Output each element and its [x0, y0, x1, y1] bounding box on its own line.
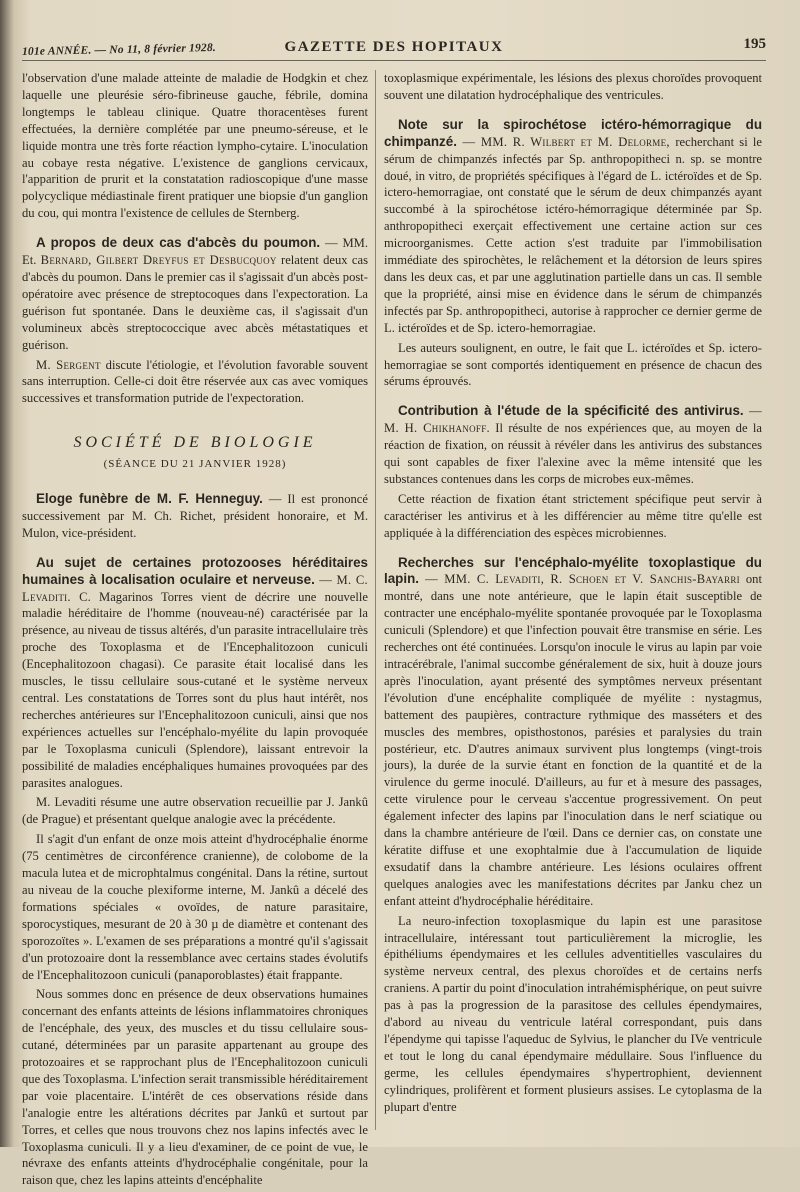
abces-body: relatent deux cas d'abcès du poumon. Dans le premier cas il s'agissait d'un abcès post-opératoire avec présence de streptocoques dans l'expectoration. La guérison fut spontanée. Dans le deuxième cas, il s'agissait d'un volumineux abcès streptococcique avec abcès métastatiques et guérison.: [22, 253, 368, 352]
eloge-title: Eloge funèbre de M. F. Henneguy.: [36, 491, 263, 507]
spirochetose-article: [384, 117, 762, 337]
observations-paragraph: Nous sommes donc en présence de deux observations humaines concernant des enfants atteints de lésions inflammatoires chroniques de l'encéphale, des yeux, des muscles et du tissu cellulaire sous-cutané, déterminées par un parasite appartenant au groupe des protozoaires et se rapprochant plus de l'Encephalitozoon cuniculi que des Toxoplasma. L'infection serait transmissible héréditairement par voie placentaire. L'intérêt de ces observations réside dans l'analogie entre les altérations décrites par Jankû et surtout par Torres, et celles que nous trouvons chez nos lapins infectés avec le Toxoplasma cuniculi. Il y a lieu d'examiner, de ce point de vue, le névraxe des enfants atteints d'hydrocéphalie congénitale, pour la raison que, chez les lapins atteints d'encéphalite: [22, 987, 368, 1188]
neuro-infection-paragraph: La neuro-infection toxoplasmique du lapin est une parasitose intracellulaire, intéressant tout particulièrement la microglie, les épithéliums épendymaires et les cellules adventitielles vasculaires du système nerveux central, des plexus choroïdes et de certains nerfs craniens. A partir du point d'inoculation intrahémisphérique, on peut suivre pas à pas la progression de la parasitose des cellules épendymaires, d'abord au niveau du ventricule latéral correspondant, puis dans l'épendyme qui tapisse l'aqueduc de Sylvius, le plancher du IVe ventricule et tout le long du canal épendymaire médullaire. Sous l'influence du germe, les cellules épendymaires s'hypertrophient, deviennent cylindriques, prolifèrent et forment plusieurs assises. Le cytoplasma de la plupart d'entre: [384, 913, 762, 1114]
sergent-paragraph: M. Sergent discute l'étiologie, et l'évolution favorable souvent sans interruption. Celle-ci doit être réservée aux cas avec vomiques successives et transformation putride de l'expectoration.: [22, 357, 368, 406]
eloge-article: Eloge funèbre de M. F. Henneguy. — Il est prononcé successivement par M. Ch. Richet, président honoraire, et M. Mulon, vice-président.: [22, 491, 368, 540]
enfant-paragraph: Il s'agit d'un enfant de onze mois atteint d'hydrocéphalie énorme (75 centimètres de circonférence cranienne), de colobome de la macula lutea et de microphtalmus congénital. Dans la rétine, surtout au niveau de la couche plexiforme interne, M. Jankû a décelé des formations spéciales « ovoïdes, de nature parasitaire, sporocystiques, mesurant de 20 à 30 µ de diamètre et contenant des sporozoïtes ». L'examen de ses préparations a montré qu'il s'agissait d'un protozoaire dont la ressemblance avec certains stades évolutifs de l'Encephalitozoon cuniculi (panaporoblastes) était frappante.: [22, 832, 368, 982]
page-number: 195: [743, 36, 766, 52]
column-divider: [375, 70, 376, 1130]
encephalo-myelite-title: Recherches sur l'encéphalo-myélite toxoplastique du lapin.: [384, 554, 762, 587]
protozooses-title: Au sujet de certaines protozooses héréditaires humaines à localisation oculaire et nerveuse.: [22, 554, 368, 587]
antivirus-title: Contribution à l'étude de la spécificité des antivirus.: [398, 403, 744, 419]
encephalo-myelite-body: ont montré, dans une note antérieure, que le lapin était susceptible de contracter une encéphalo-myélite spontanée provoquée par le Toxoplasma cuniculi (Splendore) et que l'infection pouvait être transmise en série. Les recherches ont été continuées. Lorsqu'on inocule le virus au lapin par voie intracérébrale, l'animal succombe généralement de six, huit à douze jours après l'inoculation, ayant présenté des symptômes nerveux présentant l'évolution d'une encéphalite compliquée de myélite : nystagmus, battement des paupières, contracture rythmique des masséters et des muscles des membres, opisthostonos, parésies et paralysies du train postérieur, etc. D'autres animaux survivent plus longtemps (vingt-trois jours), la durée de la survie étant en fonction de la quantité et de la virulence du germe inoculé. D'ailleurs, au fur et à mesure des passages, cette virulence pour le cerveau s'accentue progressivement. On peut également infecter des lapins par l'inoculation dans le nerf sciatique ou dans la chambre antérieure de l'œil. Dans ce dernier cas, on constate une kératite diffuse et une exophtalmie due à l'accumulation de liquide exsudatif dans la chambre antérieure. Les lésions oculaires offrent quelques analogies avec les manifestations décrites par Janku chez un enfant atteint d'hydrocéphalie héréditaire.: [384, 572, 762, 908]
hodgkin-paragraph: l'observation d'une malade atteinte de maladie de Hodgkin et chez laquelle une pleurésie séro-fibrineuse gauche, fébrile, domina longtemps le tableau clinique. Quatre thoracentèses furent effectuées, la dernière complétée par une pneumo-séreuse, et le liquide montra une très forte réaction lympho-cytaire. L'inoculation au cobaye resta négative. L'existence de ganglions cervicaux, l'apparition de prurit et la constatation radioscopique d'une masse polycyclique médiastinale firent pratiquer une biopsie d'un ganglion du cou, qui montra l'existence de cellules de Sternberg.: [22, 71, 368, 221]
left-column: [22, 70, 368, 1192]
issue-line: 101e ANNÉE. — No 11, 8 février 1928.: [21, 41, 217, 59]
seance-date: (SÉANCE DU 21 JANVIER 1928): [103, 458, 287, 471]
antivirus-article: Contribution à l'étude de la spécificité des antivirus. — M. H. Chikhanoff. Il résulte de nos expériences que, au moyen de la réaction de fixation, on réussit à révéler dans les antivirus des substances qui sont capables de fixer l'alexine avec la même intensité que les substances contenues dans les corps de microbes eux-mêmes.: [384, 403, 763, 486]
journal-title: GAZETTE DES HOPITAUX: [284, 39, 504, 55]
abces-authors: Bernard, Gilbert Dreyfus et Desbucquoy: [40, 253, 277, 268]
section-heading-societe: SOCIÉTÉ DE BIOLOGIE: [73, 434, 317, 452]
protozooses-article: Au sujet de certaines protozooses héréditaires humaines à localisation oculaire et nerveuse. — M. C. Levaditi. C. Magarinos Torres vient de décrire une nouvelle maladie héréditaire de l'homme (nouveau-né) caractérisée par la présence, au niveau de tissus altérés, d'un parasite intracellulaire très proche des Toxoplasma et de l'Encephalitozoon cuniculi (Encephalitozoon chagasi). Ce parasite était localisé dans les muscles, le tissu cellulaire sous-cutané et le système nerveux central. Les constatations de Torres sont du plus haut intérêt, nos recherches antérieures sur l'Encephalitozoon cuniculi, ainsi que nos expériences actuelles sur l'encéphalo-myélite du lapin provoquée par le Toxoplasma cuniculi (Splendore), laissant entrevoir la possibilité de maladies encéphaliques humaines provoquées par des parasites analogues.: [22, 554, 368, 790]
spirochetose-authors: — MM. R. Wilbert et M. Delorme,: [456, 134, 676, 149]
spirochetose-paragraph-2: Les auteurs soulignent, en outre, le fait que L. ictéroïdes et Sp. ictero-hemorragiae se sont comportés identiquement en présence de chacun des sérums éprouvés.: [384, 340, 762, 389]
abces-article: A propos de deux cas d'abcès du poumon. — MM. Et. Bernard, Gilbert Dreyfus et Desbucquoy relatent deux cas d'abcès du poumon. Dans le premier cas il s'agissait d'un abcès post-opératoire avec présence de streptocoques dans l'expectoration. La guérison fut spontanée. Dans le deuxième cas, il s'agissait d'un volumineux abcès streptococcique avec abcès métastatiques et guérison.: [22, 235, 369, 352]
abces-title: A propos de deux cas d'abcès du poumon.: [36, 235, 321, 251]
spirochetose-title: Note sur la spirochétose ictéro-hémorragique du chimpanzé.: [384, 116, 762, 149]
levaditi-paragraph: M. Levaditi résume une autre observation recueillie par J. Jankû (de Prague) et présentant quelque analogie avec la précédente.: [22, 795, 368, 827]
encephalo-myelite-article: [384, 555, 762, 910]
antivirus-paragraph-2: Cette réaction de fixation étant strictement spécifique peut servir à caractériser les antivirus et à les différencier au même titre qu'elle est appliquée à la différenciation des espèces microbiennes.: [384, 491, 762, 540]
spirochetose-body: recherchant si le sérum de chimpanzés infectés par Sp. anthropopitheci n. sp. se montre doué, in vitro, de propriétés spécifiques à l'égard de L. ictéroïdes et de Sp. ictero-hemorragiae, ont constaté que le sérum de deux chimpanzés ayant succombé à la spirochétose ictéro-hémorragique déterminée par Sp. anthropopitheci exerçait effectivement une certaine action sur ces microorganismes. Cette action s'est traduite par l'immobilisation immédiate des spirochètes, le relâchement et la détorsion de leurs spires dans les deux cas, et par une agglutination partielle dans un cas. Il semble que la propriété, ainsi mise en évidence dans le sérum de chimpanzés infectés par Sp. anthropopitheci, autorise à rapprocher ce dernier germe de L. ictéroïdes et de Sp. ictero-hemorragiae.: [384, 134, 762, 335]
antivirus-body: Il résulte de nos expériences que, au moyen de la réaction de fixation, on réussit à révéler dans les antivirus des substances qui sont capables de fixer l'alexine avec la même intensité que les substances contenues dans les corps de microbes eux-mêmes.: [384, 421, 763, 486]
page-header: [22, 36, 766, 61]
encephalo-myelite-authors: — MM. C. Levaditi, R. Schoen et V. Sanchis-Bayarri: [418, 572, 740, 587]
right-column: [384, 70, 762, 1118]
protozooses-body: C. Magarinos Torres vient de décrire une nouvelle maladie héréditaire de l'homme (nouveau-né) caractérisée par la présence, au niveau de tissus altérés, d'un parasite intracellulaire très proche des Toxoplasma et de l'Encephalitozoon cuniculi (Encephalitozoon chagasi). Ce parasite était localisé dans les muscles, le tissu cellulaire sous-cutané et le système nerveux central. Les constatations de Torres sont du plus haut intérêt, nos recherches antérieures sur l'Encephalitozoon cuniculi, ainsi que nos expériences actuelles sur l'encéphalo-myélite du lapin provoquée par le Toxoplasma cuniculi (Splendore), laissant entrevoir la possibilité de maladies encéphaliques humaines provoquées par des parasites analogues.: [22, 589, 368, 790]
toxoplasmique-paragraph: toxoplasmique expérimentale, les lésions des plexus choroïdes provoquent souvent une dilatation hydrocéphalique des ventricules.: [384, 71, 762, 102]
